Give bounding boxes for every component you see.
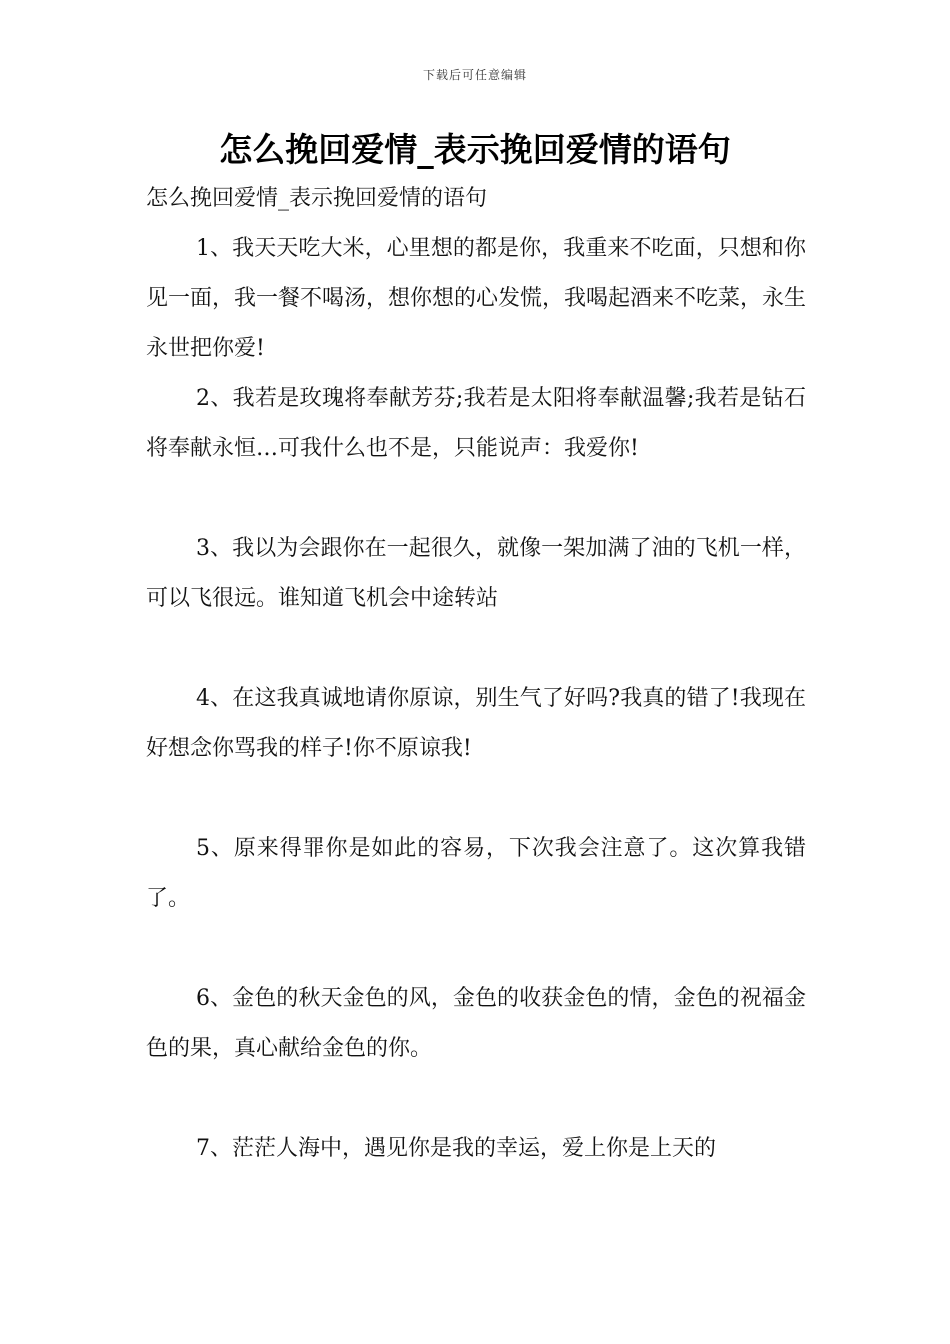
document-body	[146, 174, 806, 1174]
paragraph-3: 3、我以为会跟你在一起很久，就像一架加满了油的飞机一样，可以飞很远。谁知道飞机会中途转站	[146, 536, 806, 611]
paragraph-5: 5、原来得罪你是如此的容易，下次我会注意了。这次算我错了。	[146, 836, 806, 911]
paragraph-7: 7、茫茫人海中，遇见你是我的幸运，爱上你是上天的	[196, 1136, 716, 1161]
paragraph-1: 1、我天天吃大米，心里想的都是你，我重来不吃面，只想和你见一面，我一餐不喝汤，想你想的心发慌，我喝起酒来不吃菜，永生永世把你爱!	[146, 236, 807, 361]
paragraph-gap	[146, 924, 806, 974]
paragraph-gap	[146, 624, 806, 674]
paragraph-2: 2、我若是玫瑰将奉献芳芬;我若是太阳将奉献温馨;我若是钻石将奉献永恒…可我什么也不是，只能说声：我爱你!	[146, 386, 806, 461]
paragraph-gap	[146, 1074, 806, 1124]
subtitle: 怎么挽回爱情_表示挽回爱情的语句	[146, 186, 488, 211]
paragraph-gap	[146, 474, 806, 524]
paragraph-6: 6、金色的秋天金色的风，金色的收获金色的情，金色的祝福金色的果，真心献给金色的你。	[146, 986, 806, 1061]
page-title: 怎么挽回爱情_表示挽回爱情的语句	[219, 130, 731, 169]
paragraph-gap	[146, 774, 806, 824]
header-note: 下载后可任意编辑	[422, 68, 527, 82]
paragraph-4: 4、在这我真诚地请你原谅，别生气了好吗?我真的错了!我现在好想念你骂我的样子!你不原谅我!	[146, 686, 806, 761]
